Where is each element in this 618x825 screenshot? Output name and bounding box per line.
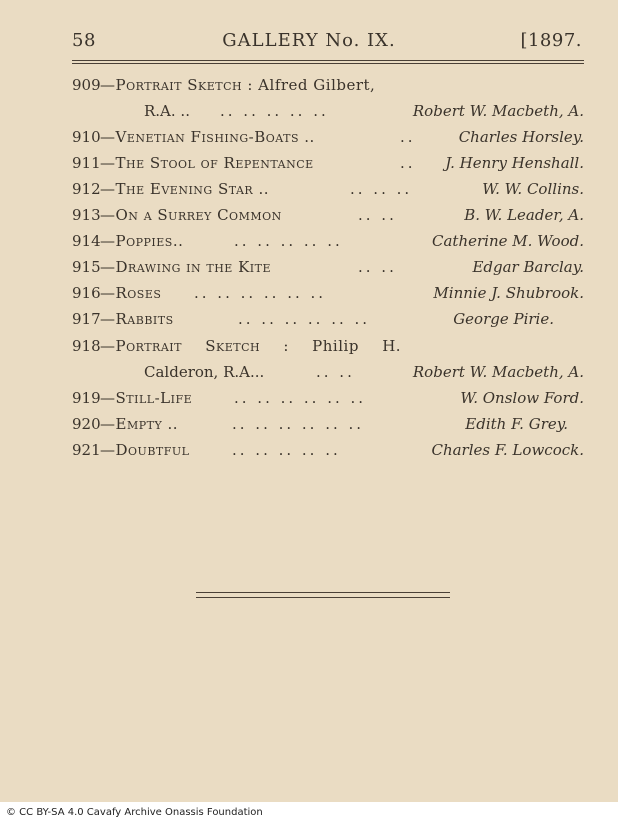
header-rule-top	[72, 60, 584, 61]
leader-dots: .. .. ..	[350, 180, 413, 198]
entry-artist: W. W. Collins.	[482, 180, 584, 198]
header-year: [1897.	[520, 30, 582, 51]
entry-title-continued: Calderon, R.A...	[144, 363, 265, 381]
catalogue-entry: 919 —Still-Life .. .. .. .. .. .. W. Onslow Ford.	[72, 389, 584, 407]
entry-title: Rabbits	[115, 310, 174, 328]
entry-artist: Minnie J. Shubrook.	[433, 284, 584, 302]
entry-number: 911	[72, 154, 101, 172]
leader-dots: .. ..	[358, 206, 397, 224]
catalogue-entry: 912 —The Evening Star .. .. .. .. W. W. Collins.	[72, 180, 584, 198]
catalogue-entry: 913 —On a Surrey Common .. .. B. W. Leader, A.	[72, 206, 584, 224]
entry-artist: B. W. Leader, A.	[464, 206, 584, 224]
page-number: 58	[72, 30, 96, 51]
entry-number: 917	[72, 310, 101, 328]
entry-number: 915	[72, 258, 101, 276]
entry-artist: Catherine M. Wood.	[432, 232, 584, 250]
leader-dots: .. ..	[358, 258, 397, 276]
entry-title: The Stool of Repentance	[115, 154, 314, 172]
entry-artist: Robert W. Macbeth, A.	[412, 102, 584, 120]
entry-title: Poppies..	[115, 232, 184, 250]
catalogue-entry: 916 —Roses .. .. .. .. .. .. Minnie J. Shubrook.	[72, 284, 584, 302]
leader-dots: .. .. .. .. .. ..	[232, 415, 365, 433]
catalogue-entry: 917 —Rabbits .. .. .. .. .. .. George Pirie.	[72, 310, 554, 328]
leader-dots: .. ..	[316, 363, 355, 381]
entry-artist: J. Henry Henshall.	[445, 154, 584, 172]
license-footer	[0, 802, 618, 825]
catalogue-entry: 921 —Doubtful .. .. .. .. .. Charles F. Lowcock.	[72, 441, 584, 459]
entry-title: Portrait Sketch	[115, 337, 261, 355]
entry-title: Empty ..	[115, 415, 179, 433]
leader-dots: ..	[400, 128, 416, 146]
end-rule-bottom	[196, 597, 450, 598]
entry-number: 913	[72, 206, 101, 224]
catalogue-entry: 918 —Portrait Sketch : Philip H.	[72, 337, 402, 355]
entry-title: Venetian Fishing-Boats ..	[115, 128, 315, 146]
entry-artist: Edith F. Grey.	[465, 415, 568, 433]
leader-dots: .. .. .. .. .. ..	[234, 389, 367, 407]
leader-dots: .. .. .. .. .. ..	[238, 310, 371, 328]
catalogue-entry: 909 —Portrait Sketch : Alfred Gilbert,	[72, 76, 376, 94]
header-rule-bottom	[72, 63, 584, 64]
catalogue-entry-continued	[72, 360, 584, 386]
entry-artist: Robert W. Macbeth, A.	[412, 363, 584, 381]
leader-dots: ..	[400, 154, 416, 172]
entry-artist: Edgar Barclay.	[472, 258, 584, 276]
leader-dots: .. .. .. .. ..	[232, 441, 341, 459]
catalogue-entry: 915 —Drawing in the Kite .. .. Edgar Barclay.	[72, 258, 584, 276]
leader-dots: .. .. .. .. .. ..	[194, 284, 327, 302]
catalogue-entry-continued	[72, 99, 584, 125]
entry-title: On a Surrey Common	[115, 206, 282, 224]
entry-title: The Evening Star ..	[115, 180, 270, 198]
running-header	[0, 28, 618, 54]
entry-title-continued: R.A. ..	[144, 102, 190, 120]
leader-dots: .. .. .. .. ..	[220, 102, 329, 120]
entry-title: Drawing in the Kite	[115, 258, 272, 276]
entry-title: Doubtful	[115, 441, 190, 459]
leader-dots: .. .. .. .. ..	[234, 232, 343, 250]
entry-number: 921	[72, 441, 101, 459]
end-rule-top	[196, 592, 450, 593]
entry-artist: George Pirie.	[453, 310, 554, 328]
entry-title: Still-Life	[115, 389, 193, 407]
page-title: GALLERY No. IX.	[222, 30, 396, 51]
entry-number: 909	[72, 76, 101, 94]
entry-title: Portrait Sketch	[115, 76, 243, 94]
entry-artist: Charles F. Lowcock.	[431, 441, 584, 459]
entry-number: 910	[72, 128, 101, 146]
entry-number: 918	[72, 337, 101, 355]
entry-artist: W. Onslow Ford.	[460, 389, 584, 407]
entry-artist: Charles Horsley.	[458, 128, 584, 146]
entry-number: 919	[72, 389, 101, 407]
entry-number: 914	[72, 232, 101, 250]
entry-number: 920	[72, 415, 101, 433]
catalogue-entry: 910 —Venetian Fishing-Boats .. .. Charles Horsley.	[72, 128, 584, 146]
entry-number: 912	[72, 180, 101, 198]
catalogue-entry: 911 —The Stool of Repentance .. J. Henry Henshall.	[72, 154, 584, 172]
catalogue-entry: 920 —Empty .. .. .. .. .. .. .. Edith F. Grey.	[72, 415, 568, 433]
entry-number: 916	[72, 284, 101, 302]
entry-title: Roses	[115, 284, 162, 302]
catalogue-entry: 914 —Poppies.. .. .. .. .. .. Catherine M. Wood.	[72, 232, 584, 250]
license-text: © CC BY-SA 4.0 Cavafy Archive Onassis Foundation	[6, 807, 263, 818]
